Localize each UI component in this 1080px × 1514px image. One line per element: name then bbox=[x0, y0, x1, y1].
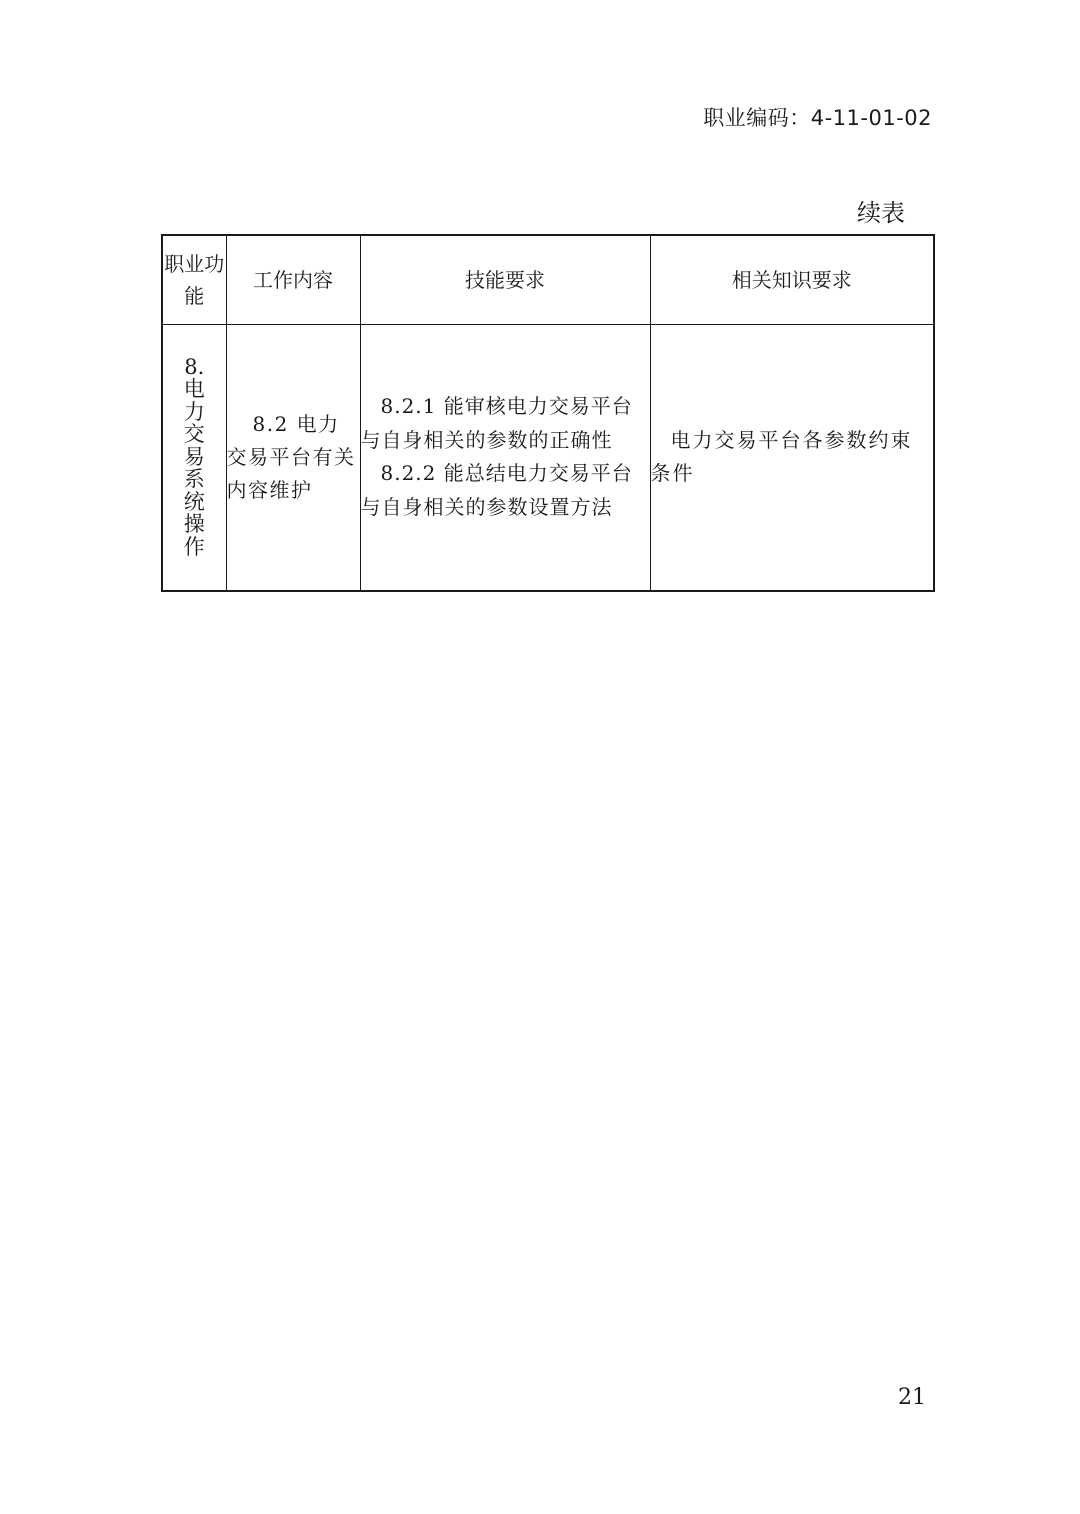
skill-item: 8.2.1 能审核电力交易平台与自身相关的参数的正确性 bbox=[360, 394, 633, 452]
continued-label: 续表 bbox=[857, 199, 905, 227]
column-header-content: 工作内容 bbox=[226, 235, 360, 324]
table-row bbox=[162, 324, 934, 591]
table-header-row bbox=[162, 235, 934, 324]
page-number: 21 bbox=[898, 1385, 926, 1410]
skills-cell bbox=[360, 324, 650, 591]
work-content-cell: 8.2 电力交易平台有关内容维护 bbox=[226, 324, 360, 591]
function-cell bbox=[162, 324, 226, 591]
column-header-knowledge: 相关知识要求 bbox=[650, 235, 934, 324]
occupation-table bbox=[161, 234, 935, 592]
column-header-function: 职业功能 bbox=[162, 235, 226, 324]
column-header-skills: 技能要求 bbox=[360, 235, 650, 324]
skill-item: 8.2.2 能总结电力交易平台与自身相关的参数设置方法 bbox=[360, 461, 633, 519]
occupation-code: 职业编码：4-11-01-02 bbox=[703, 106, 932, 130]
function-text: 8.电力交易系统操作 bbox=[183, 354, 205, 559]
knowledge-cell: 电力交易平台各参数约束条件 bbox=[650, 324, 934, 591]
